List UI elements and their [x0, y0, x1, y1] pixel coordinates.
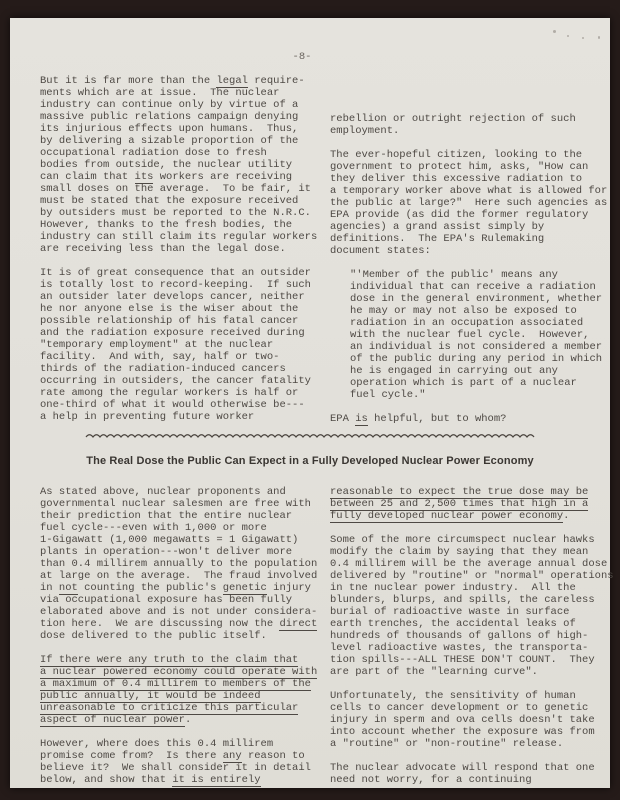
text-line: document states: [330, 245, 431, 257]
text-line: an outsider later develops cancer, neither [40, 291, 305, 303]
text-line: "temporary employment" at the nuclear [40, 339, 274, 351]
text-line: a help in preventing future worker [40, 411, 255, 423]
text-line: below, and show that it is entirely [40, 774, 261, 786]
paper-speck [553, 30, 556, 33]
text-line: 0.4 millirem will be the average annual dose [330, 558, 608, 570]
text-line: level radioactive wastes, the transporta- [330, 642, 589, 654]
text-line: hundreds of thousands of gallons of high- [330, 630, 589, 642]
text-line: However, where does this 0.4 millirem [40, 738, 274, 750]
paragraph [330, 762, 616, 786]
text-line: fully developed nuclear power economy. [330, 510, 570, 522]
text-line: modify the claim by saying that they mean [330, 546, 589, 558]
text-line: and the radiation exposure received during [40, 327, 305, 339]
text-line: they deliver this excessive radiation to [330, 173, 583, 185]
text-line: by outsiders must be reported to the N.R.C. [40, 207, 311, 219]
text-line: EPA is helpful, but to whom? [330, 413, 507, 425]
text-line: If there were any truth to the claim that [40, 654, 299, 666]
text-line: with the nuclear fuel cycle. However, [350, 329, 590, 341]
text-line: he may or may not also be exposed to [350, 305, 577, 317]
paper-speck [598, 36, 600, 39]
text-line: promise come from? Is there any reason to [40, 750, 305, 762]
text-line: facility. And with, say, half or two- [40, 351, 280, 363]
paper-speck [567, 35, 569, 37]
paragraph [40, 486, 336, 642]
text-line: rate among the regular workers is half or [40, 387, 299, 399]
text-line: are receiving less than the legal dose. [40, 243, 286, 255]
text-line: As stated above, nuclear proponents and [40, 486, 286, 498]
text-line: dose delivered to the public itself. [40, 630, 267, 642]
text-line: "'Member of the public' means any [350, 269, 558, 281]
paragraph [40, 267, 336, 423]
text-line: bodies from outside, the nuclear utility [40, 159, 293, 171]
text-line: of the public during any period in which [350, 353, 603, 365]
text-line: believe it? We shall consider it in detail [40, 762, 311, 774]
text-line: But it is far more than the legal require- [40, 75, 305, 87]
text-line: are part of the "learning curve". [330, 666, 538, 678]
text-line: cells to cancer development or to genetic [330, 702, 589, 714]
text-line: possible relationship of his fatal cancer [40, 315, 299, 327]
text-line: industry can still claim its regular workers [40, 231, 318, 243]
text-line: EPA provide (as did the former regulatory [330, 209, 589, 221]
text-line: employment. [330, 125, 400, 137]
text-line: fuel cycle." [350, 389, 426, 401]
text-line: can claim that its workers are receiving [40, 171, 293, 183]
text-line: tion here. We are discussing now the direct [40, 618, 318, 630]
text-line: delivered by "routine" or "normal" operations [330, 570, 614, 582]
text-line: at large on the average. The fraud involved [40, 570, 318, 582]
paragraph [330, 413, 616, 425]
text-line: industry can continue only by virtue of a [40, 99, 299, 111]
paragraph [40, 75, 336, 255]
text-line: he nor anyone else is the wiser about the [40, 303, 299, 315]
paper-speck [582, 37, 584, 39]
text-line: operation which is part of a nuclear [350, 377, 577, 389]
text-line: public annually, it would be indeed [40, 690, 261, 702]
text-line: by delivering a sizable proportion of the [40, 135, 299, 147]
text-line: in not counting the public's genetic injury [40, 582, 311, 594]
text-line: thirds of the radiation-induced cancers [40, 363, 286, 375]
text-line: the public at large?" Here such agencies as [330, 197, 608, 209]
paragraph [40, 738, 336, 786]
text-line: Some of the more circumspect nuclear hawks [330, 534, 595, 546]
text-line: ments which are at issue. The nuclear [40, 87, 280, 99]
text-line: The ever-hopeful citizen, looking to the [330, 149, 583, 161]
section-heading: The Real Dose the Public Can Expect in a Fully Developed Nuclear Power Economy [86, 455, 534, 467]
text-line: However, thanks to the fresh bodies, the [40, 219, 293, 231]
text-line: plants in operation---won't deliver more [40, 546, 293, 558]
text-line: radiation in an occupation associated [350, 317, 584, 329]
paragraph [330, 149, 616, 257]
text-line: tion spills---ALL THESE DON'T COUNT. They [330, 654, 595, 666]
text-line: its injurious effects upon humans. Thus, [40, 123, 299, 135]
text-line: reasonable to expect the true dose may be [330, 486, 589, 498]
wavy-divider-path [86, 435, 534, 437]
wavy-divider [85, 432, 535, 440]
text-line: governmental nuclear salesmen are free with [40, 498, 311, 510]
paragraph [330, 269, 616, 401]
text-line: need not worry, for a continuing [330, 774, 532, 786]
text-line: a nuclear powered economy could operate with [40, 666, 318, 678]
paragraph [330, 690, 616, 750]
text-line: small doses on the average. To be fair, it [40, 183, 311, 195]
text-line: is totally lost to record-keeping. If such [40, 279, 311, 291]
text-line: must be stated that the exposure received [40, 195, 299, 207]
text-line: between 25 and 2,500 times that high in a [330, 498, 589, 510]
text-line: dose in the general environment, whether [350, 293, 603, 305]
text-line: occurring in outsiders, the cancer fatality [40, 375, 311, 387]
text-line: via occupational exposure has been fully [40, 594, 293, 606]
text-line: than 0.4 millirem annually to the population [40, 558, 318, 570]
text-line: rebellion or outright rejection of such [330, 113, 576, 125]
page-number: -8- [292, 51, 312, 63]
document-page [10, 18, 614, 788]
text-line: in tne nuclear power industry. All the [330, 582, 576, 594]
paragraph [330, 486, 616, 522]
text-line: unreasonable to criticize this particular [40, 702, 299, 714]
text-line: injury in sperm and ova cells doesn't take [330, 714, 595, 726]
text-line: definitions. The EPA's Rulemaking [330, 233, 545, 245]
text-line: one-third of what it would otherwise be--- [40, 399, 305, 411]
paragraph [40, 654, 336, 726]
text-line: individual that can receive a radiation [350, 281, 596, 293]
text-line: massive public relations campaign denying [40, 111, 299, 123]
text-line: into account whether the exposure was from [330, 726, 595, 738]
text-line: elaborated above and is not under considera- [40, 606, 318, 618]
text-line: It is of great consequence that an outsider [40, 267, 311, 279]
text-line: aspect of nuclear power. [40, 714, 192, 726]
column-bottom-left [40, 486, 336, 798]
text-line: 1-Gigawatt (1,000 megawatts = 1 Gigawatt) [40, 534, 299, 546]
text-line: The nuclear advocate will respond that one [330, 762, 595, 774]
paragraph [330, 534, 616, 678]
text-line: a temporary worker above what is allowed for [330, 185, 608, 197]
text-line: government to protect him, asks, "How can [330, 161, 589, 173]
text-line: burial of radioactive waste in surface [330, 606, 570, 618]
column-top-right [330, 113, 616, 437]
paragraph [330, 113, 616, 137]
text-line: Unfortunately, the sensitivity of human [330, 690, 576, 702]
text-line: a "routine" or "non-routine" release. [330, 738, 564, 750]
text-line: earth trenches, the accidental leaks of [330, 618, 576, 630]
text-line: a maximum of 0.4 millirem to members of the [40, 678, 311, 690]
text-line: fuel cycle---even with 1,000 or more [40, 522, 267, 534]
text-line: agencies) a grand assist simply by [330, 221, 545, 233]
column-top-left [40, 75, 336, 435]
text-line: an individual is not considered a member [350, 341, 603, 353]
text-line: their prediction that the entire nuclear [40, 510, 293, 522]
column-bottom-right [330, 486, 616, 798]
text-line: blunders, blurps, and spills, the careless [330, 594, 595, 606]
text-line: he is engaged in carrying out any [350, 365, 558, 377]
text-line: occupational radiation dose to fresh [40, 147, 267, 159]
